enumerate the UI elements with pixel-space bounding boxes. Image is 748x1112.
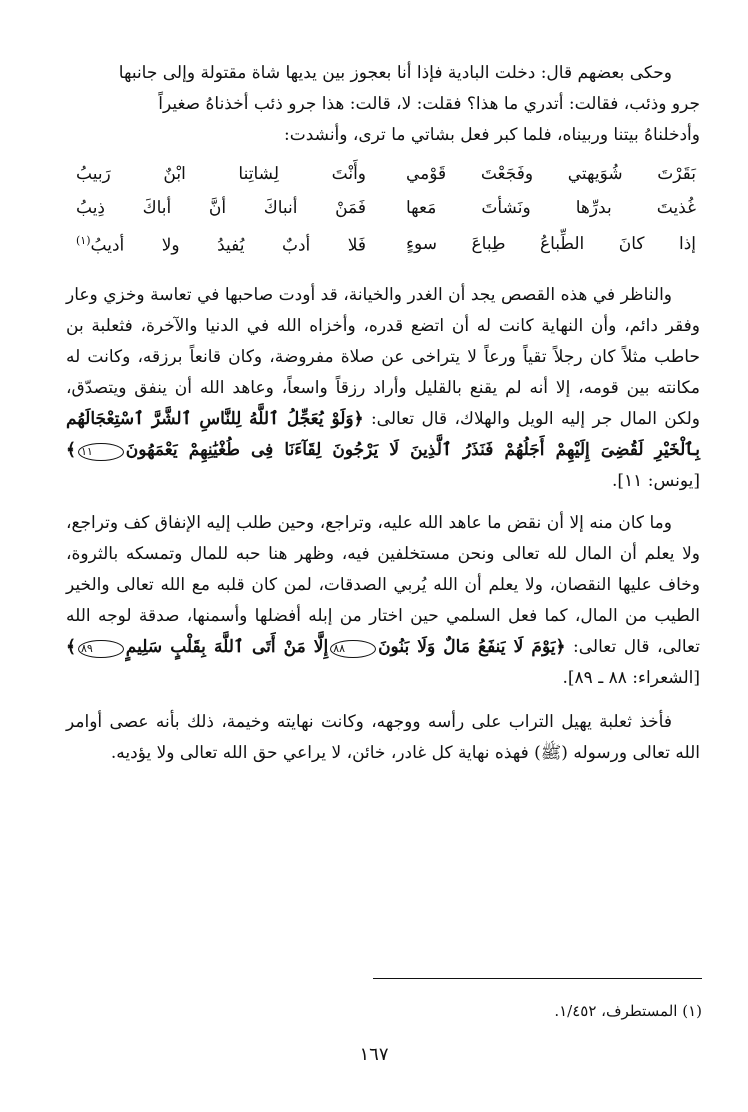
poem-verse (76, 234, 696, 268)
verse-second-hemistich: فَمَنْ أنباكَ أنَّ أباكَ ذِيبُ (76, 198, 366, 218)
ayah-number-badge: ١١ (78, 443, 124, 461)
ayah-number-badge: ٨٩ (78, 640, 124, 658)
verse-text: فَلا أدبٌ يُفيدُ ولا أديبُ (90, 235, 366, 256)
paragraph-conclusion (66, 707, 700, 769)
poem-verse (76, 164, 696, 198)
ayah-number-badge: ٨٨ (330, 640, 376, 658)
footnote-reference: (١) (76, 234, 91, 247)
paragraph-line: وأدخلناهُ بيتنا وربيناه، فلما كبر فعل بشاتي ما ترى، وأنشدت: (284, 125, 700, 145)
footnote-separator (373, 978, 702, 979)
paragraph-text: والناظر في هذه القصص يجد أن الغدر والخيانة، قد أودت صاحبها في تعاسة وخزي وعار وفقر دائم، وأن النهاية كانت له أن اتضع قدره، وأخزاه الله في الدنيا والآخرة، فثعلبة بن حاطب مثلاً كان رجلاً تقياً ورعاً لا يتراخى عن صلاة مفروضة، وكان قانعاً برزقه، وكانت له مكانته بين قومه، إلا أنه لم يقنع بالقليل وأراد رزقاً واسعاً، وعاهد الله أن ينفق ويتصدّق، ولكن المال جر إليه الويل والهلاك، قال تعالى: (66, 285, 700, 429)
footnote: (١) المستطرف، ١/٤٥٢. (554, 1002, 702, 1020)
verse-first-hemistich: إذا كانَ الطِّباعُ طِباعَ سوءٍ (406, 234, 696, 254)
paragraph-line: وحكى بعضهم قال: دخلت البادية فإذا أنا بعجوز بين يديها شاة مقتولة وإلى جانبها (118, 63, 672, 83)
paragraph-story-intro (66, 58, 700, 151)
quran-close-bracket: ﴾ (66, 440, 76, 460)
paragraph-line: جرو وذئب، فقالت: أتدري ما هذا؟ فقلت: لا، قالت: هذا جرو ذئب أخذناهُ صغيراً (158, 94, 700, 114)
paragraph-analysis (66, 280, 700, 497)
paragraph-body: فأخذ ثعلبة يهيل التراب على رأسه ووجهه، وكانت نهايته وخيمة، ذلك بأنه عصى أوامر الله تعالى ورسوله (ﷺ) فهذه نهاية كل غادر، خائن، لا يراعي حق الله تعالى ولا يؤديه. (66, 712, 700, 763)
citation: [يونس: ١١]. (612, 471, 700, 491)
quran-verse: ﴿يَوْمَ لَا يَنفَعُ مَالٌ وَلَا بَنُونَ (378, 637, 566, 657)
quran-close-bracket: ﴾ (66, 637, 76, 657)
citation: [الشعراء: ٨٨ ـ ٨٩]. (562, 668, 700, 688)
paragraph-body (66, 508, 700, 694)
paragraph-wealth (66, 508, 700, 694)
verse-second-hemistich (76, 234, 366, 256)
poem-verse (76, 198, 696, 232)
paragraph-text: وما كان منه إلا أن نقض ما عاهد الله عليه، وتراجع، وحين طلب إليه الإنفاق كف وتراجع، ولا يعلم أن المال لله تعالى ونحن مستخلفين فيه، وظهر هنا حبه للمال وتمسكه بالثروة، وخاف عليها النقصان، ولا يعلم أن الله يُربي الصدقات، لمن كان قلبه مع الله تعالى والخير الطيب من المال، كما فعل السلمي حين اختار من إبله أفضلها وأسمنها، صدقة لوجه الله تعالى، قال تعالى: (66, 513, 700, 657)
verse-first-hemistich: بَقَرْتَ شُوَيهتي وفَجَعْتَ قَوْمي (406, 164, 696, 184)
verse-second-hemistich: وأَنْتَ لِشاتِنا ابْنٌ رَبيبُ (76, 164, 366, 184)
paragraph-body (66, 280, 700, 497)
quran-verse: إِلَّا مَنْ أَتَى ٱللَّهَ بِقَلْبٍ سَلِيمٍ (125, 637, 329, 657)
verse-first-hemistich: غُذيتَ بدرِّها ونَشأتَ مَعها (406, 198, 696, 218)
page-number: ١٦٧ (359, 1044, 389, 1065)
quran-verse: ﴿وَلَوْ يُعَجِّلُ ٱللَّهُ لِلنَّاسِ ٱلشَّرَّ ٱسْتِعْجَالَهُم بِٱلْخَيْرِ لَقُضِىَ إِلَيْهِمْ أَجَلُهُمْ فَنَذَرُ ٱلَّذِينَ لَا يَرْجُونَ لِقَآءَنَا فِى طُغْيَٰنِهِمْ يَعْمَهُونَ (66, 409, 700, 460)
